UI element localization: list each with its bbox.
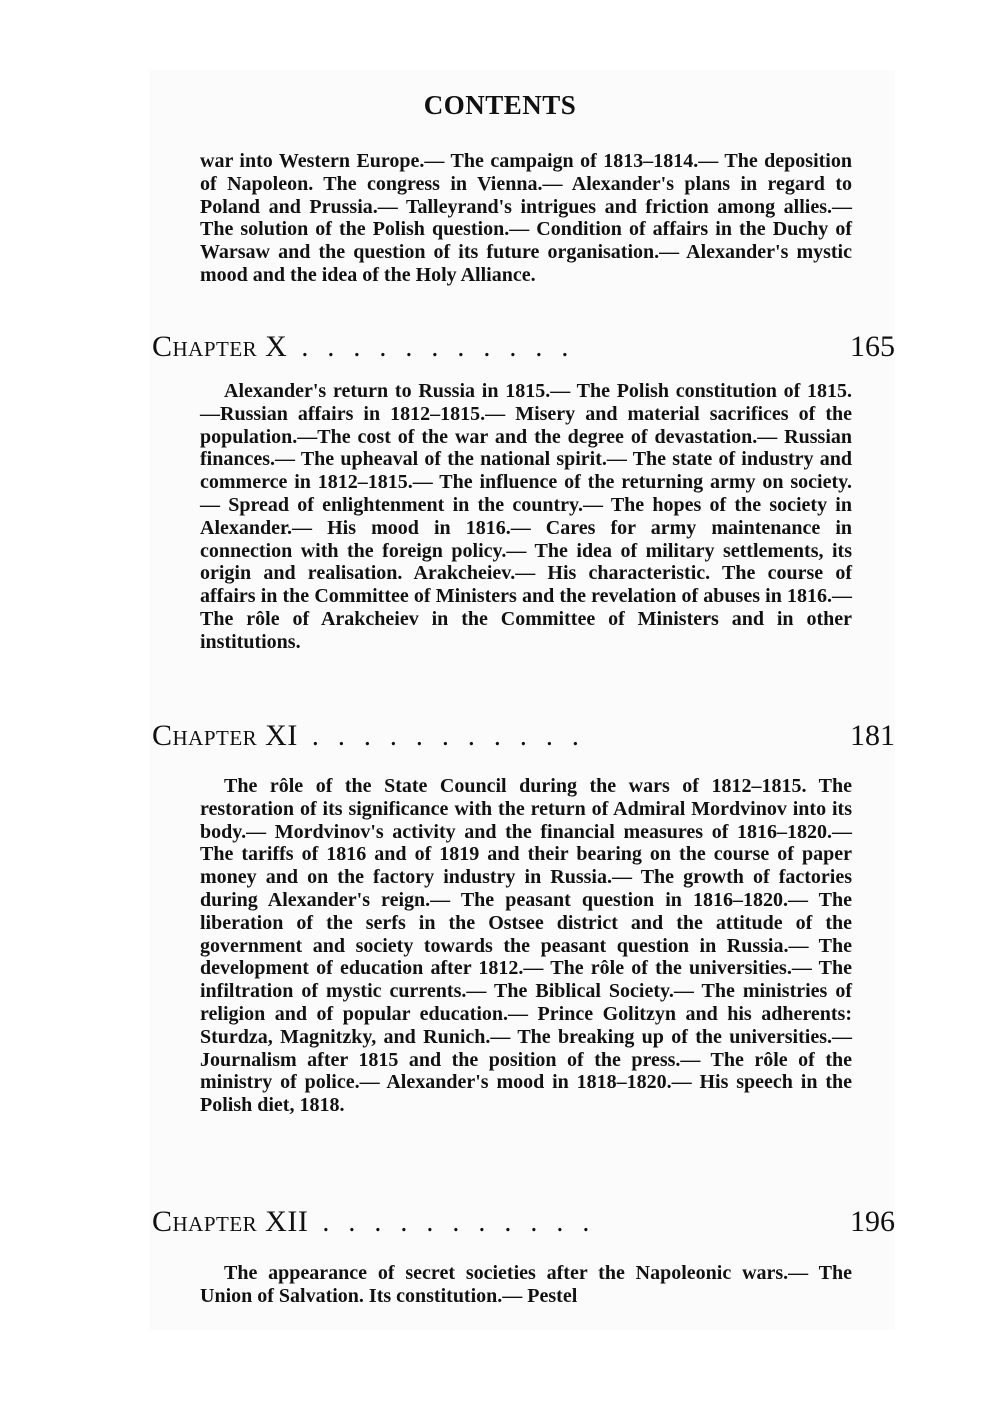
running-head: CONTENTS bbox=[423, 90, 577, 120]
chapter-title: Chapter XI bbox=[152, 719, 298, 752]
chapter-title: Chapter X bbox=[152, 330, 288, 363]
chapter-xii-summary: The appearance of secret societies after the Napoleonic wars.— The Union of Salvation. Its constitution.— Pestel bbox=[200, 1262, 852, 1307]
chapter-xi-summary: The rôle of the State Council during the wars of 1812–1815. The restoration of its significance with the return of Admiral Mordvinov into its body.— Mordvinov's activity and the financial measures of 1816–1820.— The tariffs of 1816 and of 1819 and their bearing on the course of paper money and on the factory industry in Russia.— The growth of factories during Alexander's reign.— The peasant question in 1816–1820.— The liberation of the serfs in the Ostsee district and the attitude of the government and society towards the peasant question in Russia.— The development of education after 1812.— The rôle of the universities.— The infiltration of mystic currents.— The Biblical Society.— The ministries of religion and of popular education.— Prince Golitzyn and his adherents: Sturdza, Magnitzky, and Runich.— The breaking up of the universities.— Journalism after 1815 and the position of the press.— The rôle of the ministry of police.— Alexander's mood in 1818–1820.— His speech in the Polish diet, 1818. bbox=[200, 775, 852, 1117]
page-number: 165 bbox=[850, 330, 895, 363]
dot-leader: ........... bbox=[311, 721, 598, 752]
chapter-x-summary: Alexander's return to Russia in 1815.— The Polish constitution of 1815.—Russian affairs in 1812–1815.— Misery and material sacrifices of the population.—The cost of the war and the degree of devastation.— Russian finances.— The upheaval of the national spirit.— The state of industry and commerce in 1812–1815.— The influence of the returning army on society.— Spread of enlightenment in the country.— The hopes of the society in Alexander.— His mood in 1816.— Cares for army maintenance in connection with the foreign policy.— The idea of military settlements, its origin and realisation. Arakcheiev.— His characteristic. The course of affairs in the Committee of Ministers and the revelation of abuses in 1816.— The rôle of Arakcheiev in the Committee of Ministers and in other institutions. bbox=[200, 380, 852, 653]
page-number: 196 bbox=[850, 1205, 895, 1238]
dot-leader: ........... bbox=[301, 332, 588, 363]
chapter-x-heading[interactable] bbox=[152, 330, 895, 374]
chapter-xi-heading[interactable] bbox=[152, 719, 895, 763]
chapter-xii-heading[interactable] bbox=[152, 1205, 895, 1249]
page-number: 181 bbox=[850, 719, 895, 752]
chapter-ix-summary-continued: war into Western Europe.— The campaign of 1813–1814.— The deposition of Napoleon. The congress in Vienna.— Alexander's plans in regard to Poland and Prussia.— Talleyrand's intrigues and friction among allies.— The solution of the Polish question.— Condition of affairs in the Duchy of Warsaw and the question of its future organisation.— Alexander's mystic mood and the idea of the Holy Alliance. bbox=[200, 150, 852, 286]
chapter-title: Chapter XII bbox=[152, 1205, 309, 1238]
dot-leader: ........... bbox=[322, 1207, 609, 1238]
